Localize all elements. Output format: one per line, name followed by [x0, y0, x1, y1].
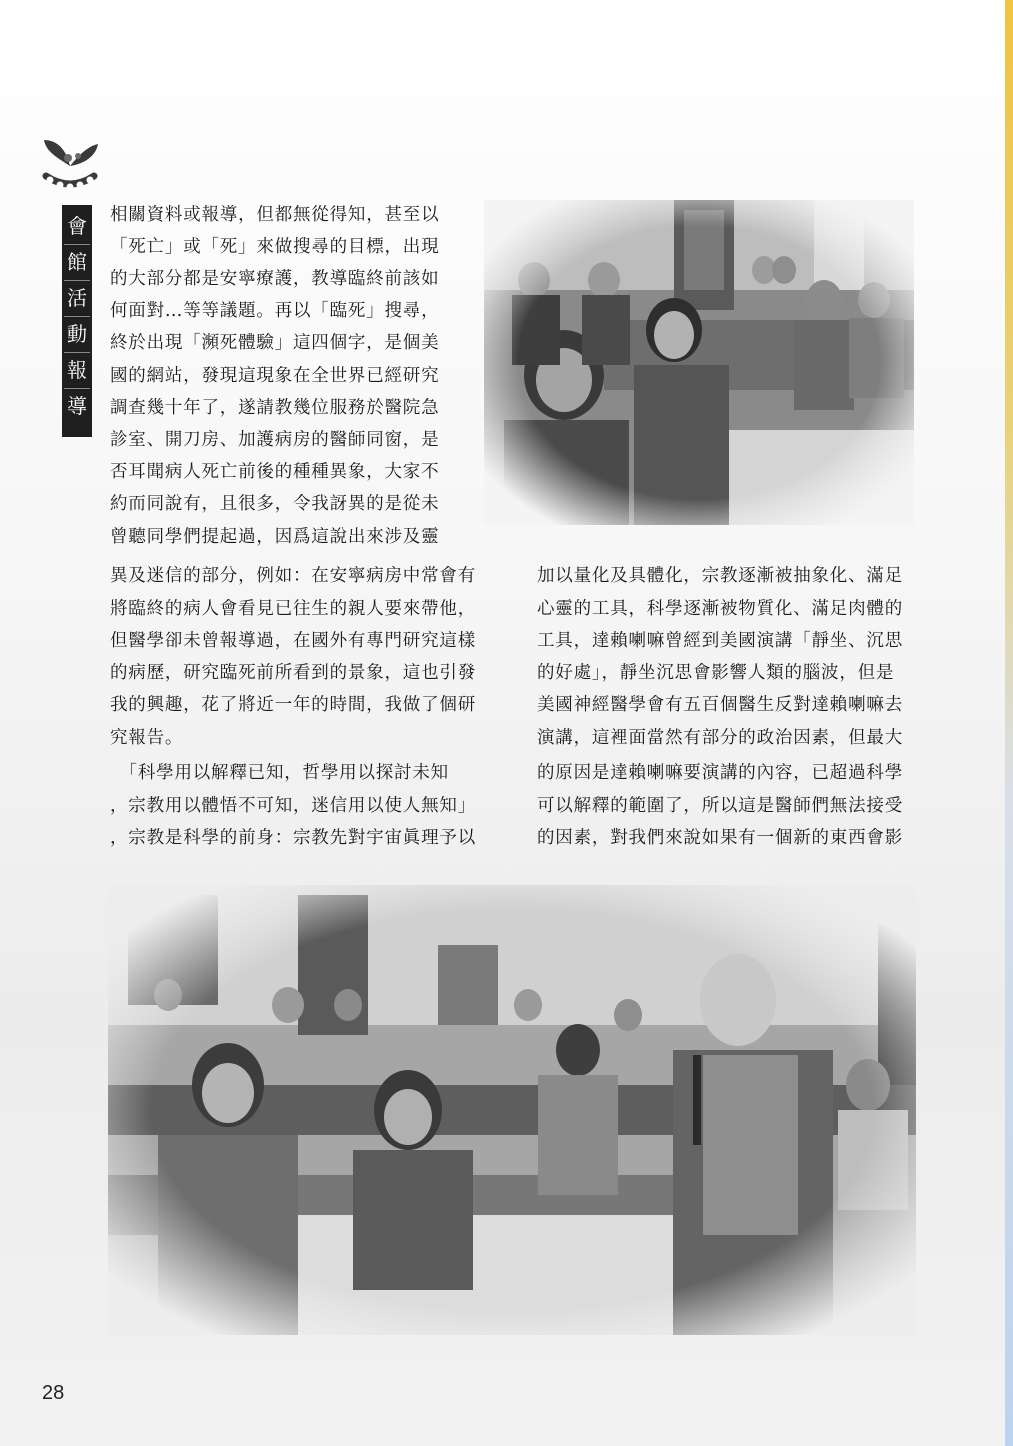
body-line: 究報告。 — [110, 728, 184, 748]
body-line: 約而同說有，且很多，令我訝異的是從未 — [110, 494, 440, 514]
body-line: 的因素，對我們來說如果有一個新的東西會影 — [537, 828, 903, 848]
body-line: 的病歷，研究臨死前所看到的景象，這也引發 — [110, 663, 476, 683]
body-line: 心靈的工具，科學逐漸被物質化、滿足肉體的 — [537, 599, 903, 619]
speaker-photo-bottom — [108, 885, 916, 1335]
body-line: 相關資料或報導，但都無從得知，甚至以 — [110, 205, 440, 225]
body-line: 「死亡」或「死」來做搜尋的目標，出現 — [110, 237, 440, 257]
body-line: 異及迷信的部分，例如：在安寧病房中常會有 — [110, 566, 476, 586]
body-line: 可以解釋的範圍了，所以這是醫師們無法接受 — [537, 796, 903, 816]
body-line: 的原因是達賴喇嘛要演講的內容，已超過科學 — [537, 763, 903, 783]
body-line: 診室、開刀房、加護病房的醫師同窗，是 — [110, 430, 440, 450]
body-line: 加以量化及具體化，宗教逐漸被抽象化、滿足 — [537, 566, 903, 586]
body-line: 但醫學卻未曾報導過，在國外有專門研究這樣 — [110, 631, 476, 651]
section-tab — [62, 205, 92, 437]
body-line: 調查幾十年了，遂請教幾位服務於醫院急 — [110, 398, 440, 418]
body-line: 將臨終的病人會看見已往生的親人要來帶他， — [110, 599, 476, 619]
section-char: 動 — [64, 317, 90, 353]
body-line: 美國神經醫學會有五百個醫生反對達賴喇嘛去 — [537, 695, 903, 715]
section-char: 活 — [64, 281, 90, 317]
body-line: 工具，達賴喇嘛曾經到美國演講「靜坐、沉思 — [537, 631, 903, 651]
body-line: 「科學用以解釋已知，哲學用以探討未知 — [110, 763, 449, 783]
section-char: 導 — [67, 394, 87, 418]
body-line: ，宗教是科學的前身：宗教先對宇宙眞理予以 — [110, 828, 476, 848]
body-line: 我的興趣，花了將近一年的時間，我做了個研 — [110, 695, 476, 715]
body-line: 的好處」，靜坐沉思會影響人類的腦波，但是 — [537, 663, 895, 683]
body-line: 否耳聞病人死亡前後的種種異象，大家不 — [110, 462, 440, 482]
body-line: 曾聽同學們提起過，因爲這說出來涉及靈 — [110, 527, 440, 547]
section-char: 會 — [64, 209, 90, 245]
body-line: 的大部分都是安寧療護，教導臨終前該如 — [110, 269, 440, 289]
body-line: 演講，這裡面當然有部分的政治因素，但最大 — [537, 728, 903, 748]
audience-photo-top — [484, 200, 914, 525]
body-line: 終於出現「瀕死體驗」這四個字，是個美 — [110, 333, 440, 353]
page-number: 28 — [42, 1382, 65, 1404]
section-char: 館 — [64, 245, 90, 281]
page-edge-color-bar — [1005, 0, 1013, 1446]
leaf-logo-icon — [38, 128, 102, 200]
body-line: 何面對…等等議題。再以「臨死」搜尋， — [110, 301, 440, 321]
section-char: 報 — [64, 353, 90, 389]
body-line: ，宗教用以體悟不可知，迷信用以使人無知」 — [110, 796, 476, 816]
body-line: 國的網站，發現這現象在全世界已經研究 — [110, 366, 440, 386]
